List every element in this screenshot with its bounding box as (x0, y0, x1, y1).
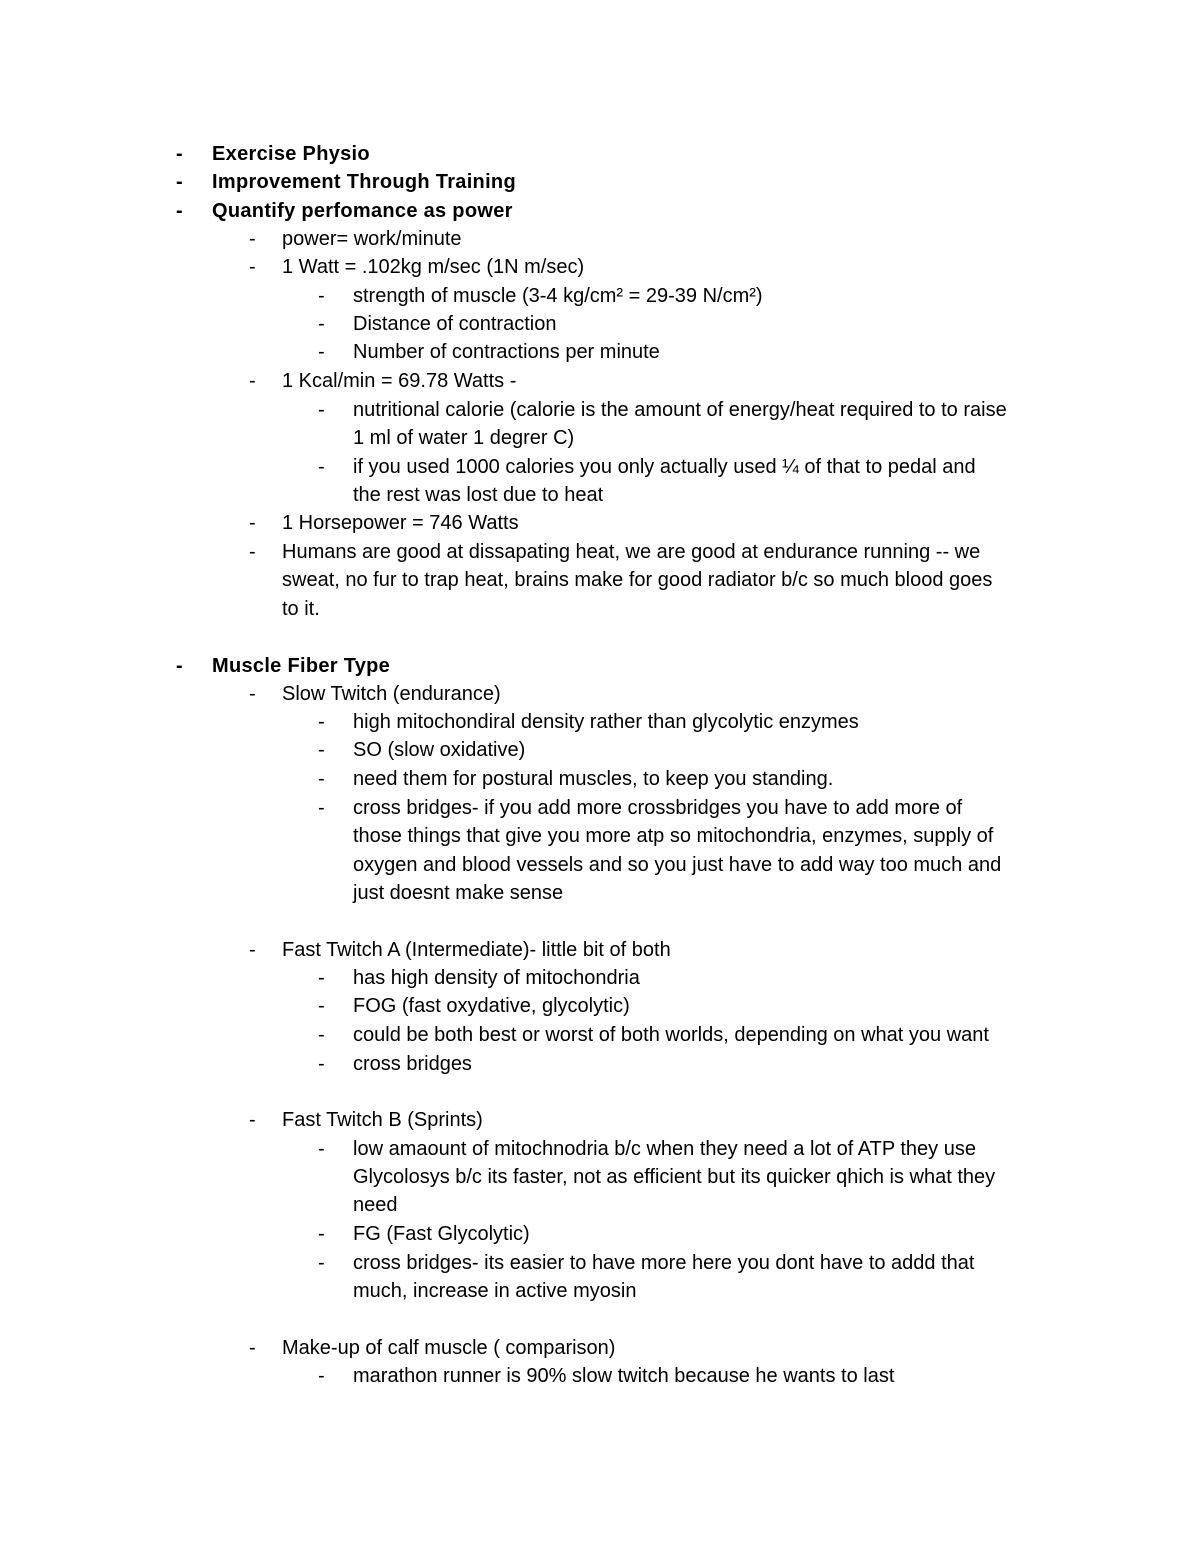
line-text: power= work/minute (282, 228, 462, 250)
bullet-dash: - (318, 1252, 325, 1274)
bullet-dash: - (318, 797, 325, 819)
line-text: strength of muscle (3-4 kg/cm² = 29-39 N/cm²) (353, 285, 763, 307)
line-text: Muscle Fiber Type (212, 655, 391, 677)
bullet-dash: - (176, 171, 183, 193)
line-text: Quantify perfomance as power (212, 200, 513, 222)
bullet-dash: - (318, 1024, 325, 1046)
line-text: Fast Twitch A (Intermediate)- little bit of both (282, 939, 671, 961)
bullet-dash: - (176, 655, 183, 677)
bullet-dash: - (249, 541, 256, 563)
bullet-dash: - (318, 313, 325, 335)
line-text: Improvement Through Training (212, 171, 516, 193)
bullet-dash: - (318, 995, 325, 1017)
bullet-dash: - (249, 228, 256, 250)
line-text: Number of contractions per minute (353, 341, 660, 363)
line-text: Humans are good at dissapating heat, we are good at endurance running -- we (282, 541, 981, 563)
line-text: cross bridges- if you add more crossbridges you have to add more of (353, 797, 963, 819)
bullet-dash: - (249, 256, 256, 278)
line-text: oxygen and blood vessels and so you just have to add way too much and (353, 854, 1002, 876)
line-text: marathon runner is 90% slow twitch because he wants to last (353, 1365, 895, 1387)
line-text: need (353, 1194, 398, 1216)
bullet-dash: - (249, 1337, 256, 1359)
line-text: to it. (282, 598, 320, 620)
line-text: 1 Kcal/min = 69.78 Watts - (282, 370, 517, 392)
line-text: Make-up of calf muscle ( comparison) (282, 1337, 616, 1359)
line-text: need them for postural muscles, to keep you standing. (353, 768, 834, 790)
bullet-dash: - (318, 456, 325, 478)
bullet-dash: - (249, 683, 256, 705)
line-text: Exercise Physio (212, 143, 370, 165)
line-text: Glycolosys b/c its faster, not as efficient but its quicker qhich is what they (353, 1166, 996, 1188)
line-text: sweat, no fur to trap heat, brains make for good radiator b/c so much blood goes (282, 569, 993, 591)
bullet-dash: - (318, 341, 325, 363)
bullet-dash: - (318, 711, 325, 733)
bullet-dash: - (318, 1223, 325, 1245)
bullet-dash: - (318, 739, 325, 761)
bullet-dash: - (318, 967, 325, 989)
line-text: 1 ml of water 1 degrer C) (353, 427, 575, 449)
bullet-dash: - (249, 1109, 256, 1131)
line-text: Distance of contraction (353, 313, 557, 335)
line-text: much, increase in active myosin (353, 1280, 637, 1302)
line-text: just doesnt make sense (353, 882, 564, 904)
bullet-dash: - (176, 200, 183, 222)
line-text: if you used 1000 calories you only actually used ¼ of that to pedal and (353, 456, 976, 478)
line-text: those things that give you more atp so mitochondria, enzymes, supply of (353, 825, 994, 847)
line-text: low amaount of mitochnodria b/c when they need a lot of ATP they use (353, 1138, 976, 1160)
line-text: 1 Watt = .102kg m/sec (1N m/sec) (282, 256, 585, 278)
bullet-dash: - (318, 768, 325, 790)
line-text: could be both best or worst of both worlds, depending on what you want (353, 1024, 989, 1046)
line-text: FG (Fast Glycolytic) (353, 1223, 530, 1245)
line-text: Fast Twitch B (Sprints) (282, 1109, 483, 1131)
line-text: 1 Horsepower = 746 Watts (282, 512, 519, 534)
line-text: cross bridges- its easier to have more here you dont have to addd that (353, 1252, 975, 1274)
line-text: Slow Twitch (endurance) (282, 683, 501, 705)
bullet-dash: - (176, 143, 183, 165)
bullet-dash: - (318, 399, 325, 421)
line-text: high mitochondiral density rather than glycolytic enzymes (353, 711, 859, 733)
line-text: the rest was lost due to heat (353, 484, 604, 506)
line-text: cross bridges (353, 1053, 472, 1075)
line-text: has high density of mitochondria (353, 967, 640, 989)
bullet-dash: - (249, 512, 256, 534)
bullet-dash: - (318, 285, 325, 307)
bullet-dash: - (249, 370, 256, 392)
bullet-dash: - (249, 939, 256, 961)
bullet-dash: - (318, 1053, 325, 1075)
line-text: nutritional calorie (calorie is the amount of energy/heat required to to raise (353, 399, 1007, 421)
line-text: SO (slow oxidative) (353, 739, 526, 761)
bullet-dash: - (318, 1365, 325, 1387)
line-text: FOG (fast oxydative, glycolytic) (353, 995, 630, 1017)
bullet-dash: - (318, 1138, 325, 1160)
